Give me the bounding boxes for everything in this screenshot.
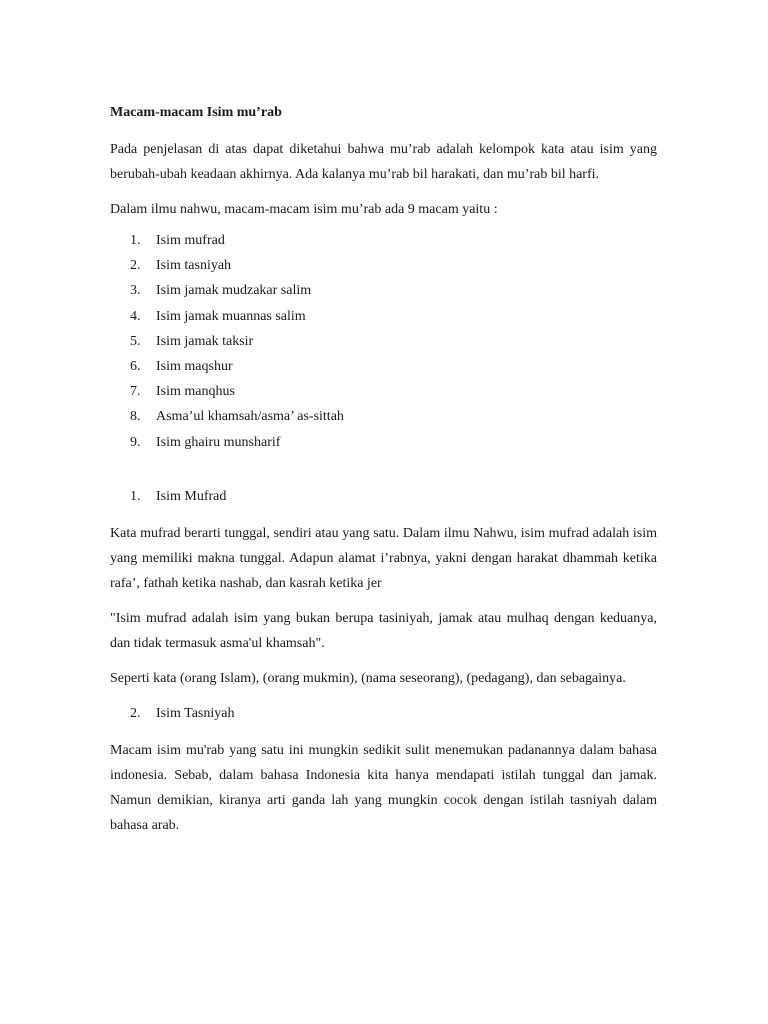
list-item	[110, 354, 657, 379]
list-item	[110, 228, 657, 253]
list-item	[110, 329, 657, 354]
section2-paragraph-1: Macam isim mu'rab yang satu ini mungkin sedikit sulit menemukan padanannya dalam bahasa indonesia. Sebab, dalam bahasa Indonesia kita hanya mendapati istilah tunggal dan jamak. Namun demikian, kiranya arti ganda lah yang mungkin cocok dengan istilah tasniyah dalam bahasa arab.	[110, 742, 657, 833]
list-item-text: Isim jamak muannas salim	[156, 308, 306, 324]
section1-paragraph-3: Seperti kata (orang Islam), (orang mukmin), (nama seseorang), (pedagang), dan sebagainya.	[110, 670, 626, 686]
list-item-number: 7.	[130, 384, 141, 400]
list-item	[110, 278, 657, 303]
document-page	[110, 100, 657, 848]
list-item	[110, 304, 657, 329]
list-item-number: 9.	[130, 434, 141, 450]
list-item-number: 4.	[130, 308, 141, 324]
spacer	[110, 455, 657, 484]
list-item-number: 5.	[130, 333, 141, 349]
section-title: Isim Tasniyah	[156, 705, 235, 721]
list-item	[110, 253, 657, 278]
section-number: 1.	[130, 488, 141, 504]
list-item-number: 2.	[130, 258, 141, 274]
list-item-number: 6.	[130, 358, 141, 374]
list-item-number: 3.	[130, 283, 141, 299]
section1-paragraph-1: Kata mufrad berarti tunggal, sendiri atau yang satu. Dalam ilmu Nahwu, isim mufrad adalah isim yang memiliki makna tunggal. Adapun alamat i’rabnya, yakni dengan harakat dhammah ketika rafa’, fathah ketika nashab, dan kasrah ketika jer	[110, 525, 657, 591]
list-intro-paragraph: Dalam ilmu nahwu, macam-macam isim mu’rab ada 9 macam yaitu :	[110, 202, 498, 217]
list-item-number: 1.	[130, 233, 141, 248]
list-item-text: Isim tasniyah	[156, 258, 232, 274]
section-title: Isim Mufrad	[156, 488, 227, 504]
list-item-number: 8.	[130, 409, 141, 425]
section1-paragraph-2: "Isim mufrad adalah isim yang bukan berupa tasiniyah, jamak atau mulhaq dengan keduanya, dan tidak termasuk asma'ul khamsah".	[110, 610, 657, 651]
list-item-text: Isim jamak mudzakar salim	[156, 283, 312, 299]
list-item	[110, 404, 657, 429]
list-item-text: Isim manqhus	[156, 384, 235, 400]
section-heading-isim-tasniyah	[110, 701, 657, 726]
isim-murab-list	[110, 228, 657, 455]
list-item-text: Isim jamak taksir	[156, 333, 254, 349]
list-item-text: Isim ghairu munsharif	[156, 434, 281, 450]
list-item-text: Asma’ul khamsah/asma’ as-sittah	[156, 409, 344, 425]
list-item	[110, 430, 657, 455]
list-item-text: Isim maqshur	[156, 358, 233, 374]
list-item	[110, 379, 657, 404]
list-item-text: Isim mufrad	[156, 233, 225, 248]
intro-paragraph: Pada penjelasan di atas dapat diketahui bahwa mu’rab adalah kelompok kata atau isim yang berubah-ubah keadaan akhirnya. Ada kalanya mu’rab bil harakati, dan mu’rab bil harfi.	[110, 142, 657, 182]
document-heading: Macam-macam Isim mu’rab	[110, 105, 282, 120]
section-number: 2.	[130, 705, 141, 721]
section-heading-isim-mufrad	[110, 484, 657, 509]
